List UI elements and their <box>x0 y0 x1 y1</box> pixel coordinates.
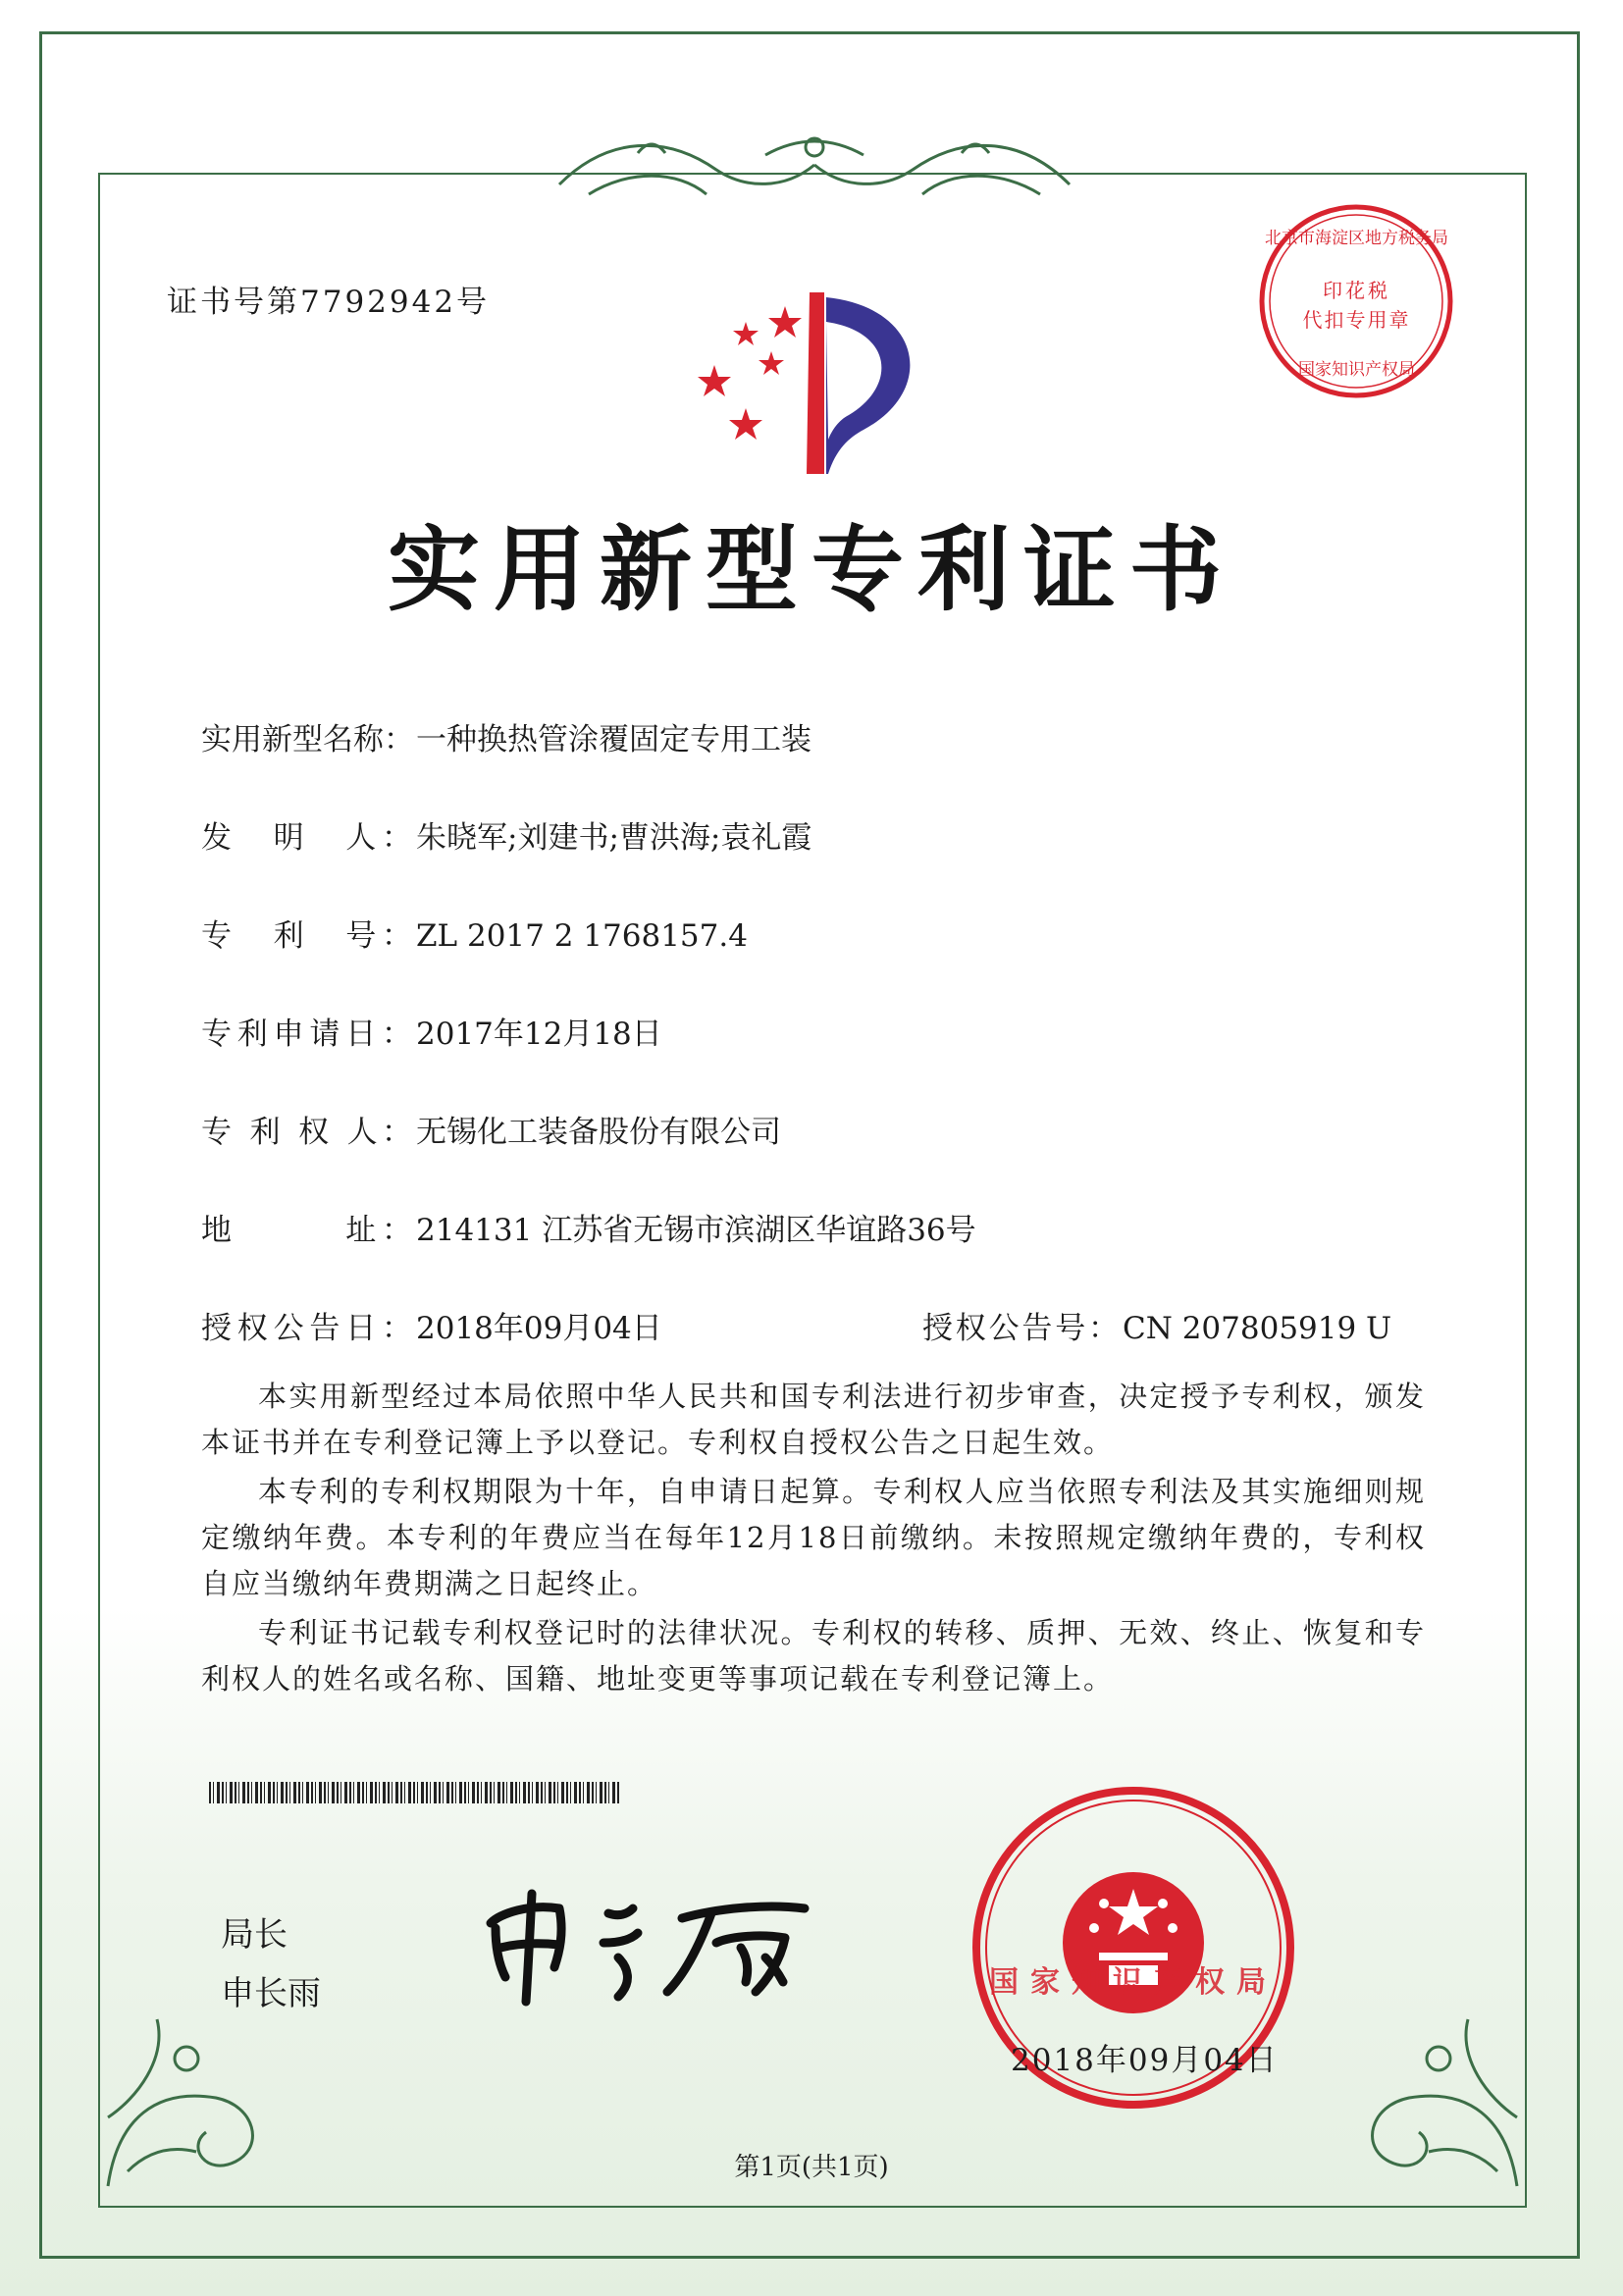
sipo-logo-icon <box>677 283 942 479</box>
field-patent-number: 专 利 号： ZL 2017 2 1768157.4 <box>201 918 748 954</box>
certificate-title: 实用新型专利证书 <box>387 517 1235 624</box>
director-name: 申长雨 <box>221 1974 321 2013</box>
page-footer: 第1页(共1页) <box>734 2153 889 2182</box>
director-title: 局长 <box>221 1915 288 1955</box>
barcode <box>209 1782 621 1803</box>
tax-stamp-agency: 北京市海淀区地方税务局 <box>1265 229 1448 248</box>
tax-stamp-line2: 代扣专用章 <box>1302 308 1411 332</box>
field-application-date: 专利申请日： 2017年12月18日 <box>201 1017 662 1052</box>
official-seal-text: 国家知识产权局 <box>989 1965 1278 2000</box>
certificate-number: 证书号第7792942号 <box>167 285 491 320</box>
director-signature-icon <box>471 1874 824 2011</box>
field-grant-date: 授权公告日： 2018年09月04日 <box>201 1311 662 1346</box>
field-patentee: 专 利 权 人： 无锡化工装备股份有限公司 <box>201 1115 781 1150</box>
field-announcement-number: 授权公告号： CN 207805919 U <box>922 1311 1392 1346</box>
paragraph-legal-status: 专利证书记载专利权登记时的法律状况。专利权的转移、质押、无效、终止、恢复和专利权人的姓名或名称、国籍、地址变更等事项记载在专利登记簿上。 <box>201 1616 1426 1696</box>
field-address: 地 址： 214131 江苏省无锡市滨湖区华谊路36号 <box>201 1213 976 1248</box>
field-utility-model-name: 实用新型名称：一种换热管涂覆固定专用工装 <box>201 722 812 757</box>
tax-stamp-bottom: 国家知识产权局 <box>1298 360 1415 380</box>
issue-date: 2018年09月04日 <box>1011 2043 1279 2078</box>
top-ornament-icon <box>550 126 1079 214</box>
tax-stamp-line1: 印花税 <box>1323 279 1390 302</box>
paragraph-term: 本专利的专利权期限为十年，自申请日起算。专利权人应当依照专利法及其实施细则规定缴纳年费。本专利的年费应当在每年12月18日前缴纳。未按照规定缴纳年费的，专利权自应当缴纳年费期满之日起终止。 <box>201 1475 1426 1600</box>
paragraph-grant: 本实用新型经过本局依照中华人民共和国专利法进行初步审查，决定授予专利权，颁发本证书并在专利登记簿上予以登记。专利权自授权公告之日起生效。 <box>201 1380 1426 1459</box>
field-inventors: 发 明 人： 朱晓军;刘建书;曹洪海;袁礼霞 <box>201 820 812 856</box>
